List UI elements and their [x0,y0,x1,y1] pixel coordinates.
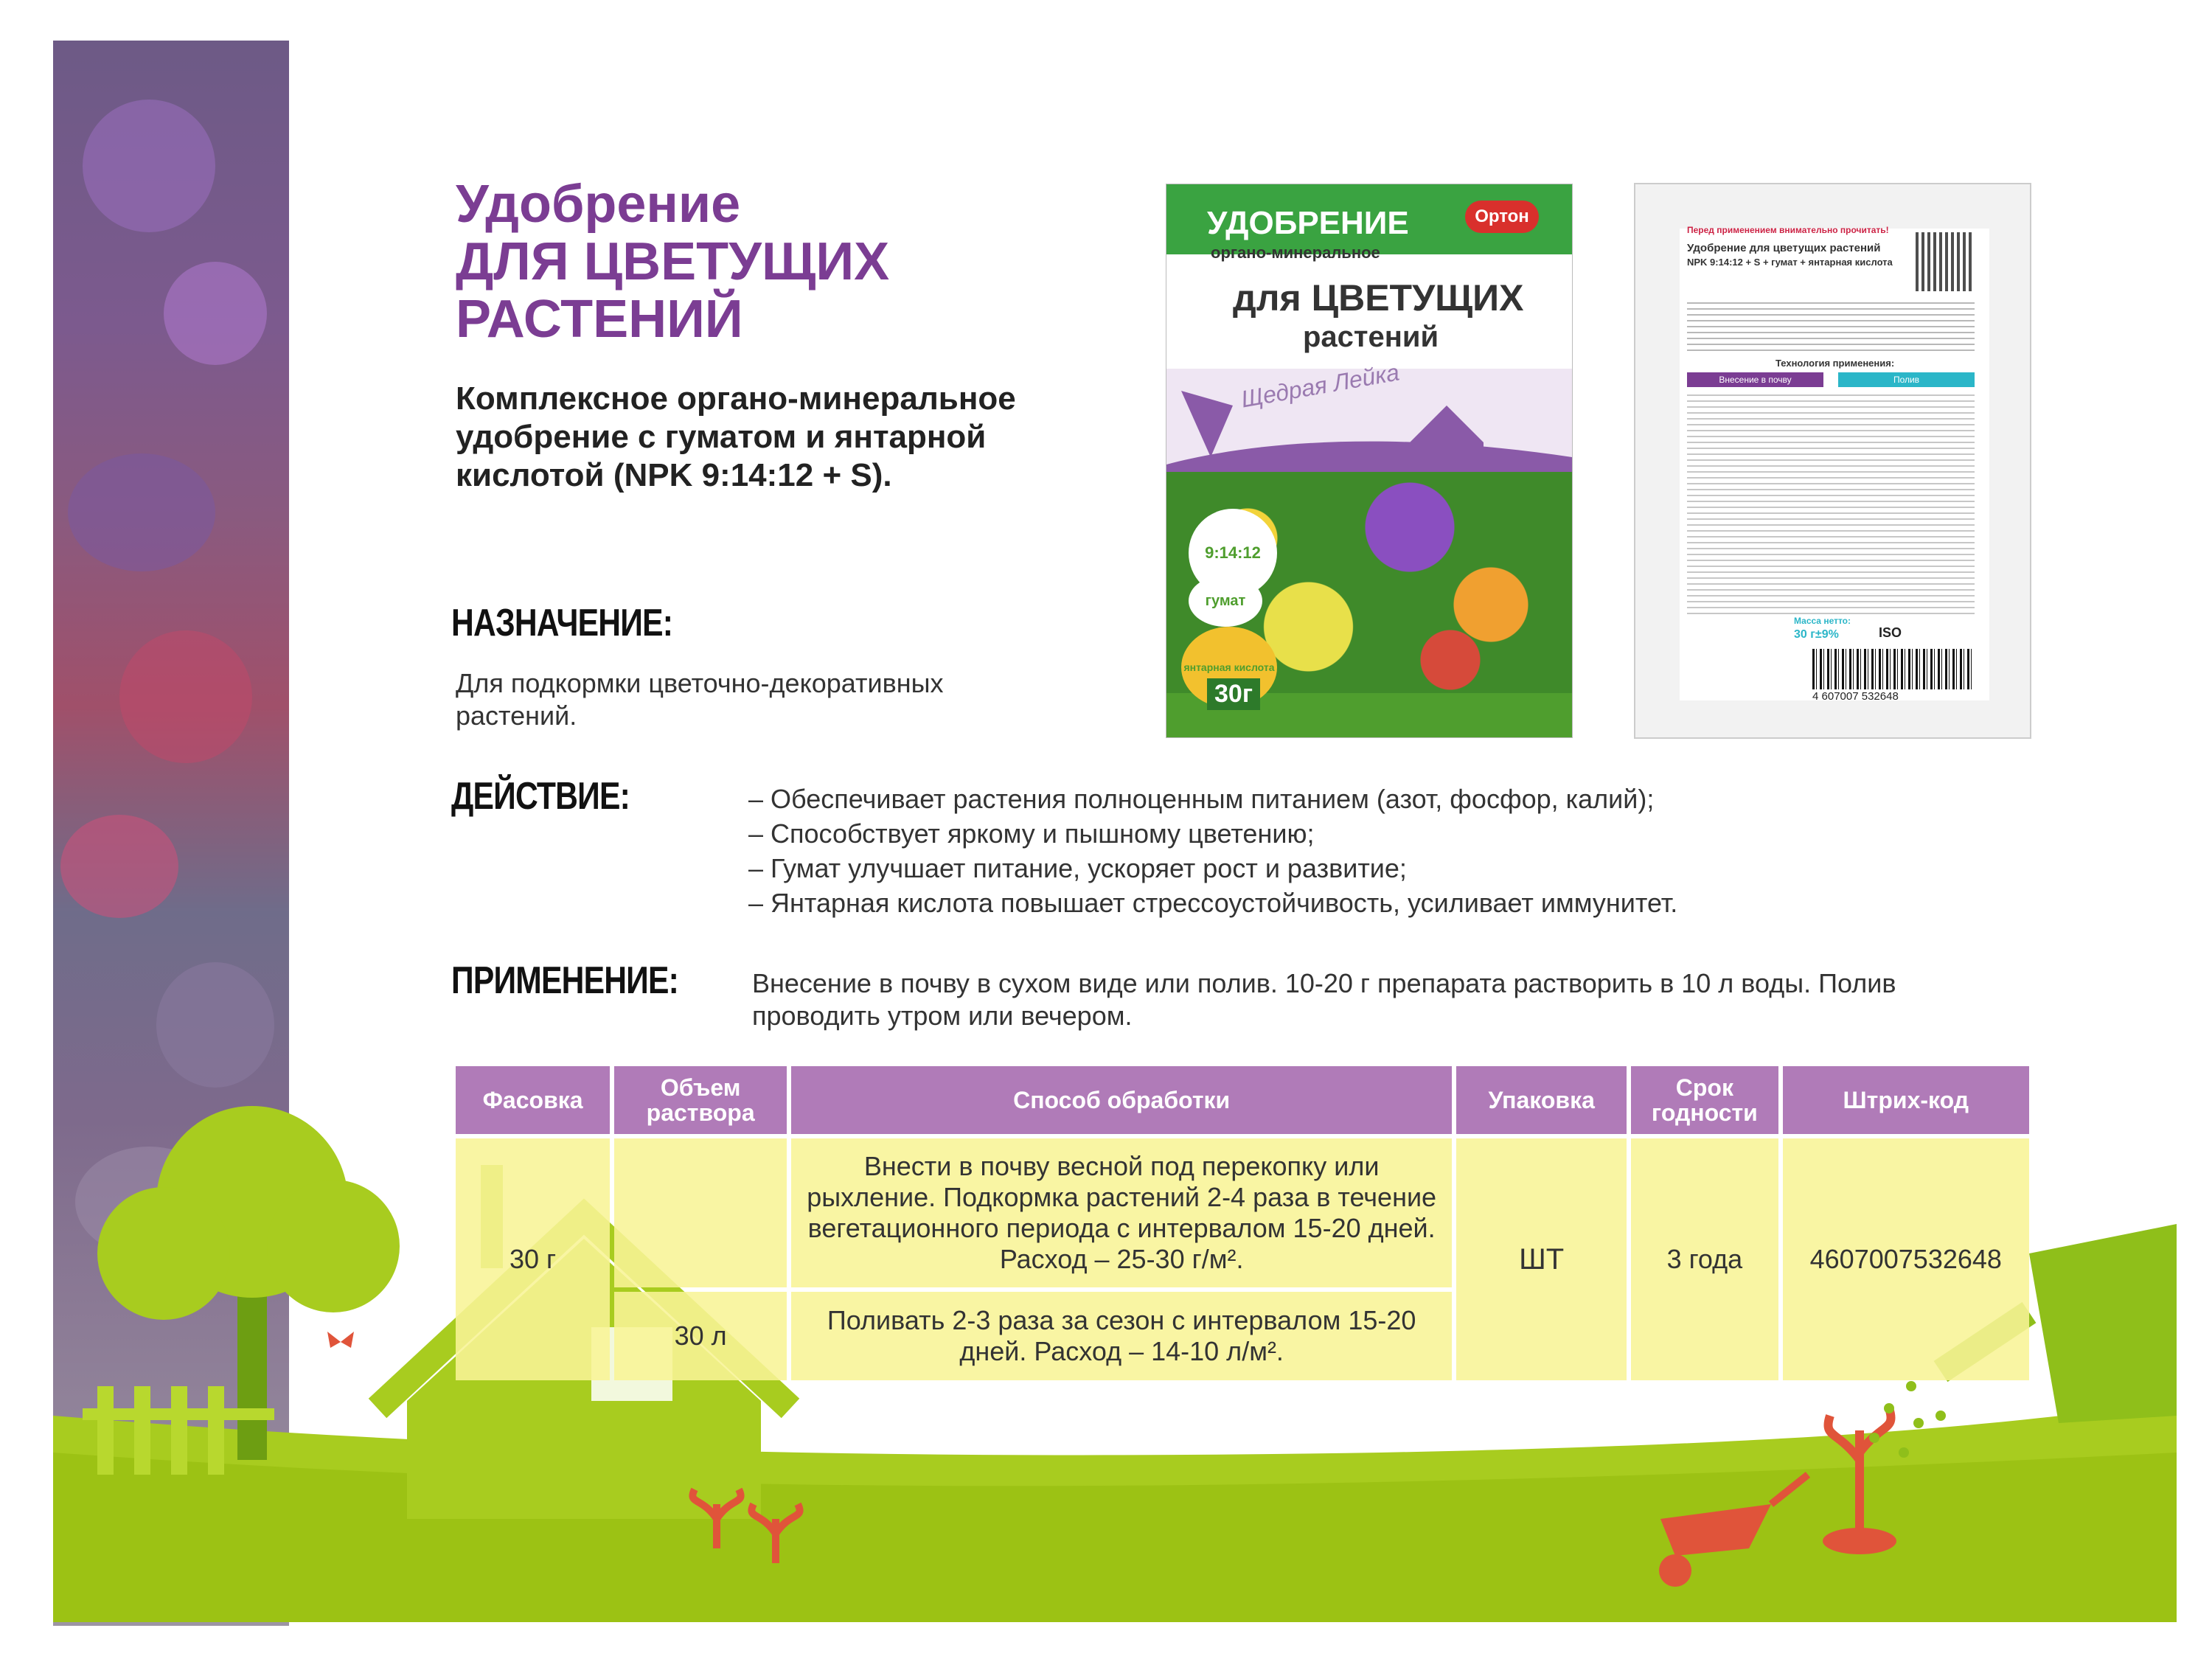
subtitle-line-3: кислотой (NPK 9:14:12 + S). [456,457,892,493]
cell-method: Внести в почву весной под перекопку или рыхление. Подкормка растений 2-4 раза в течение вегетационного периода с интервалом 15-20 дней. Расход – 25-30 г/м². [791,1138,1452,1287]
usage-text [752,967,1896,1032]
back-tech-heading: Технология применения: [1775,358,1895,369]
title-line-1: Удобрение [456,175,741,234]
header-volume: Объем раствора [614,1066,787,1134]
cell-packaging: ШТ [1456,1138,1627,1380]
table-row [456,1138,2029,1287]
package-back-image [1635,184,2030,737]
header-method: Способ обработки [791,1066,1452,1134]
package-name-1: для ЦВЕТУЩИХ [1233,277,1524,319]
iso-mark: ISO [1879,625,1902,640]
cell-pack: 30 г [456,1138,610,1380]
purpose-line-2: растений. [456,700,577,731]
action-heading: ДЕЙСТВИЕ: [451,775,630,818]
subtitle-line-1: Комплексное органо-минеральное [456,380,1016,417]
back-col1-label: Внесение в почву [1687,372,1823,387]
usage-heading: ПРИМЕНЕНИЕ: [451,959,678,1002]
cell-method: Поливать 2-3 раза за сезон с интервалом 15-20 дней. Расход – 14-10 л/м². [791,1292,1452,1380]
cell-shelf-life: 3 года [1631,1138,1778,1380]
cell-volume [614,1138,787,1287]
cell-volume: 30 л [614,1292,787,1380]
purpose-text [456,667,943,732]
package-name-2: растений [1303,321,1439,353]
action-item: – Способствует яркому и пышному цветению; [748,818,1315,849]
package-sub: органо-минеральное [1211,243,1380,262]
header-packaging: Упаковка [1456,1066,1627,1134]
package-series: Щедрая Лейка [1239,358,1402,413]
back-formula: NPK 9:14:12 + S + гумат + янтарная кислота [1687,257,1893,268]
table-header-row [456,1066,2029,1134]
qr-code [1916,232,1975,291]
npk-badge: 9:14:12 [1189,509,1277,597]
acid-badge: янтарная кислота [1181,627,1277,708]
title-line-2: ДЛЯ ЦВЕТУЩИХ [456,232,890,291]
package-brand-line: УДОБРЕНИЕ [1207,205,1409,241]
subtitle-line-2: удобрение с гуматом и янтарной [456,419,987,455]
header-barcode: Штрих-код [1783,1066,2029,1134]
action-item: – Гумат улучшает питание, ускоряет рост и развитие; [748,853,1407,883]
header-pack: Фасовка [456,1066,610,1134]
package-house-illustration [1166,376,1572,472]
back-mass-value: 30 г±9% [1794,628,1839,641]
back-barcode-number: 4 607007 532648 [1812,690,1899,703]
back-title: Удобрение для цветущих растений [1687,242,1881,254]
product-title [456,175,889,348]
usage-line-2: проводить утром или вечером. [752,1001,1133,1031]
back-text-block [1687,302,1975,354]
orton-logo: Ортон [1465,201,1539,233]
back-fine-print [1687,394,1975,616]
action-item: – Янтарная кислота повышает стрессоустойчивость, усиливает иммунитет. [748,888,1678,918]
package-front-image [1166,184,1572,737]
usage-line-1: Внесение в почву в сухом виде или полив. 10-20 г препарата растворить в 10 л воды. Полив [752,968,1896,998]
back-warning: Перед применением внимательно прочитать! [1687,225,1889,235]
back-mass-label: Масса нетто: [1794,616,1851,626]
purpose-line-1: Для подкормки цветочно-декоративных [456,668,944,698]
product-subtitle [456,380,1016,495]
action-list [748,782,1677,920]
cell-barcode: 4607007532648 [1783,1138,2029,1380]
purpose-heading: НАЗНАЧЕНИЕ: [451,602,673,644]
back-col2-label: Полив [1838,372,1975,387]
header-shelf-life: Срок годности [1631,1066,1778,1134]
barcode-image [1812,649,1975,689]
title-line-3: РАСТЕНИЙ [456,290,743,349]
action-item: – Обеспечивает растения полноценным питанием (азот, фосфор, калий); [748,784,1655,814]
product-table [451,1062,2034,1385]
package-weight: 30г [1207,678,1260,710]
humate-badge: гумат [1189,575,1262,627]
